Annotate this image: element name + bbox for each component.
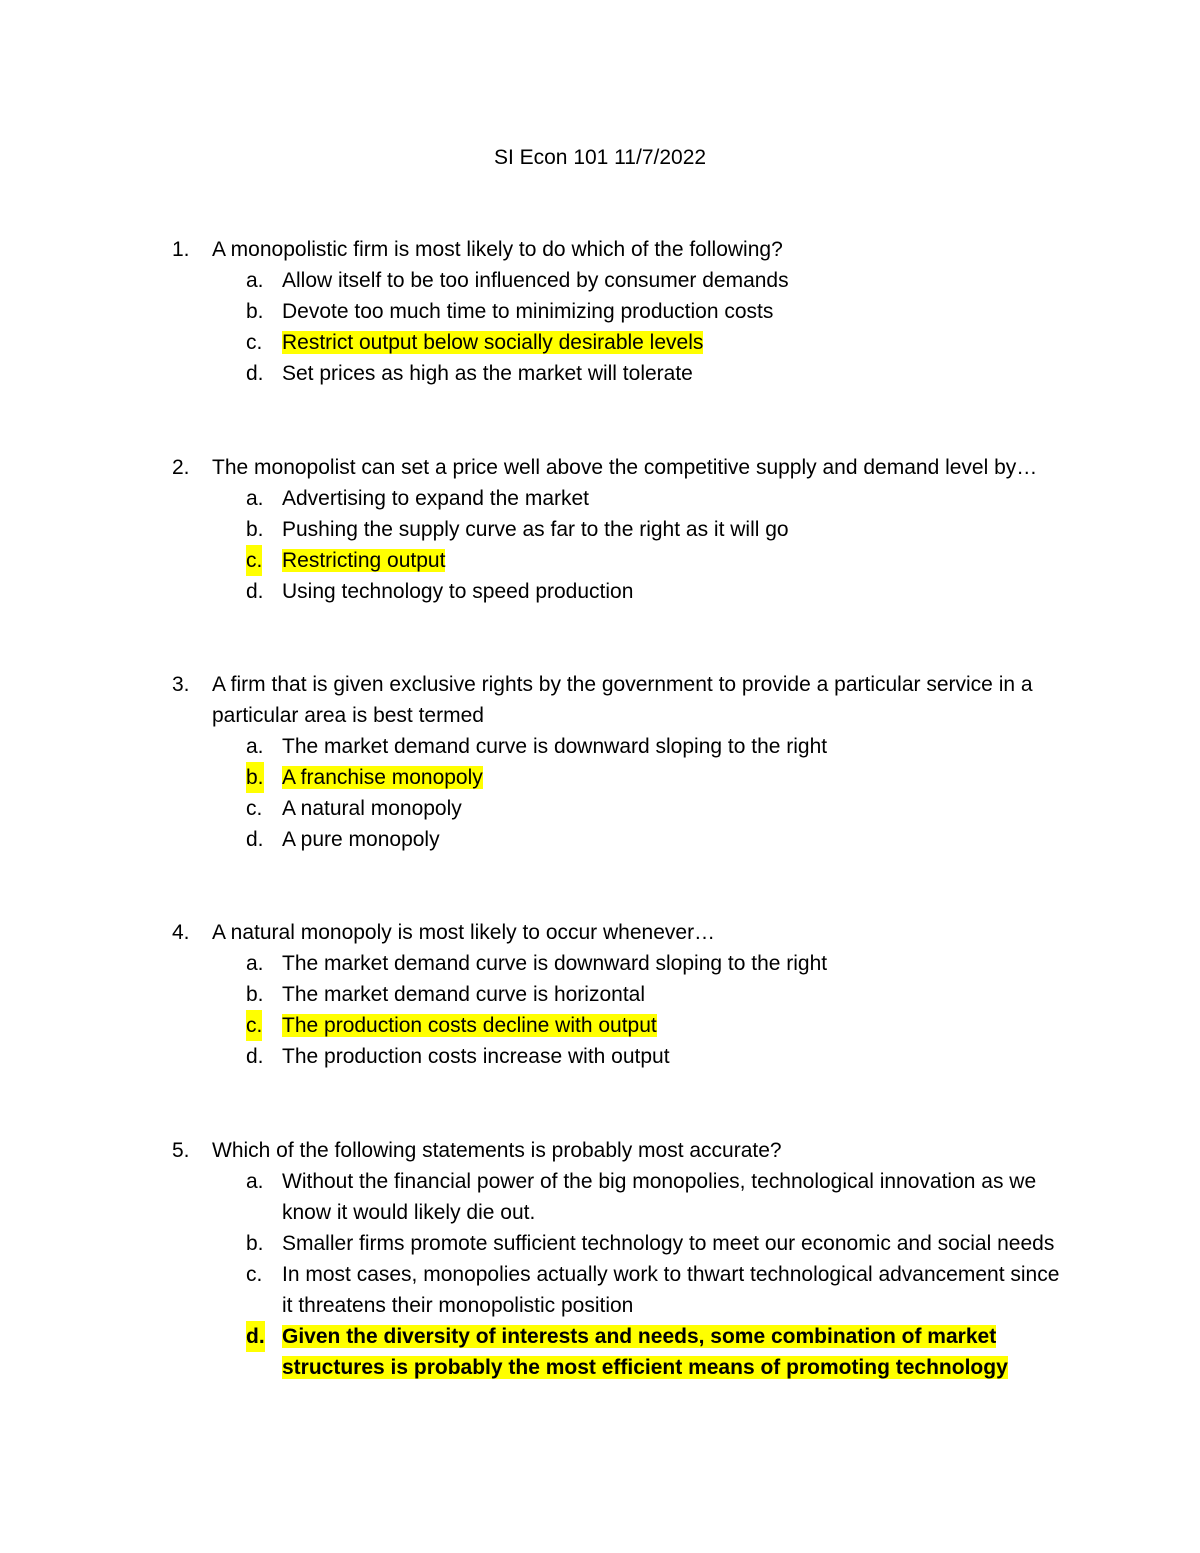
option-text: Devote too much time to minimizing production costs <box>282 300 774 323</box>
option-text: A natural monopoly <box>282 797 462 820</box>
option-text: Without the financial power of the big monopolies, technological innovation as we know it would likely die out. <box>282 1170 1037 1224</box>
answer-options <box>172 948 1072 1072</box>
option-letter: a. <box>246 487 264 510</box>
option-letter: c. <box>246 797 263 820</box>
option-text: Allow itself to be too influenced by consumer demands <box>282 269 789 292</box>
question-text: A firm that is given exclusive rights by the government to provide a particular service in a particular area is best termed <box>212 673 1033 727</box>
option-letter: b. <box>246 300 264 323</box>
option-d <box>172 1041 1072 1072</box>
option-a <box>172 948 1072 979</box>
question-number: 3. <box>172 673 190 696</box>
document-title: SI Econ 101 11/7/2022 <box>493 146 707 169</box>
question-stem <box>172 669 1072 731</box>
option-letter-highlighted: d. <box>246 1321 265 1352</box>
question-text: A natural monopoly is most likely to occur whenever… <box>212 921 716 944</box>
option-letter: a. <box>246 952 264 975</box>
option-text: Pushing the supply curve as far to the right as it will go <box>282 518 789 541</box>
question-text: Which of the following statements is probably most accurate? <box>212 1139 782 1162</box>
option-text: In most cases, monopolies actually work to thwart technological advancement since it threatens their monopolistic position <box>282 1263 1060 1317</box>
question-stem <box>172 1135 1072 1166</box>
option-text-highlighted: Given the diversity of interests and needs, some combination of market structures is probably the most efficient means of promoting technology <box>282 1325 1008 1379</box>
option-letter: b. <box>246 983 264 1006</box>
option-letter: a. <box>246 735 264 758</box>
question-stem <box>172 234 1072 265</box>
option-text-highlighted: Restricting output <box>282 549 446 572</box>
option-c <box>172 1259 1072 1321</box>
option-letter: b. <box>246 518 264 541</box>
question-number: 2. <box>172 456 190 479</box>
option-letter: a. <box>246 1170 264 1193</box>
option-c <box>172 793 1072 824</box>
option-letter: b. <box>246 1232 264 1255</box>
option-d-highlighted <box>172 1321 1072 1383</box>
option-letter: a. <box>246 269 264 292</box>
option-b <box>172 1228 1072 1259</box>
option-text-highlighted: The production costs decline with output <box>282 1014 657 1037</box>
option-text: Advertising to expand the market <box>282 487 590 510</box>
option-c-highlighted <box>172 1010 1072 1041</box>
question-number: 4. <box>172 921 190 944</box>
option-c-highlighted <box>172 545 1072 576</box>
option-text-highlighted: Restrict output below socially desirable levels <box>282 331 704 354</box>
option-text: A pure monopoly <box>282 828 440 851</box>
option-text: The market demand curve is downward sloping to the right <box>282 735 828 758</box>
option-letter: c. <box>246 331 263 354</box>
option-letter: d. <box>246 1045 264 1068</box>
option-d <box>172 576 1072 607</box>
option-d <box>172 824 1072 855</box>
option-text-highlighted: A franchise monopoly <box>282 766 483 789</box>
question-text: A monopolistic firm is most likely to do which of the following? <box>212 238 783 261</box>
answer-options <box>172 731 1072 855</box>
answer-options <box>172 265 1072 389</box>
question-1 <box>172 234 1072 389</box>
answer-options <box>172 483 1072 607</box>
option-a <box>172 1166 1072 1228</box>
option-letter: d. <box>246 362 264 385</box>
option-b <box>172 514 1072 545</box>
question-stem <box>172 452 1072 483</box>
option-b <box>172 296 1072 327</box>
option-letter-highlighted: c. <box>246 1010 262 1041</box>
option-a <box>172 483 1072 514</box>
option-letter-highlighted: c. <box>246 545 262 576</box>
option-letter: d. <box>246 580 264 603</box>
option-b <box>172 979 1072 1010</box>
option-text: Using technology to speed production <box>282 580 634 603</box>
question-2 <box>172 452 1072 607</box>
option-letter-highlighted: b. <box>246 762 264 793</box>
option-c-highlighted <box>172 327 1072 358</box>
answer-options <box>172 1166 1072 1383</box>
option-letter: d. <box>246 828 264 851</box>
option-text: The production costs increase with output <box>282 1045 670 1068</box>
question-number: 1. <box>172 238 190 261</box>
question-3 <box>172 669 1072 855</box>
question-4 <box>172 917 1072 1072</box>
option-b-highlighted <box>172 762 1072 793</box>
option-text: Set prices as high as the market will tolerate <box>282 362 693 385</box>
question-stem <box>172 917 1072 948</box>
option-a <box>172 731 1072 762</box>
question-text: The monopolist can set a price well above the competitive supply and demand level by… <box>212 456 1038 479</box>
option-a <box>172 265 1072 296</box>
question-number: 5. <box>172 1139 190 1162</box>
question-5 <box>172 1135 1072 1383</box>
option-text: Smaller firms promote sufficient technology to meet our economic and social needs <box>282 1232 1055 1255</box>
option-d <box>172 358 1072 389</box>
option-letter: c. <box>246 1263 263 1286</box>
option-text: The market demand curve is downward sloping to the right <box>282 952 828 975</box>
option-text: The market demand curve is horizontal <box>282 983 645 1006</box>
